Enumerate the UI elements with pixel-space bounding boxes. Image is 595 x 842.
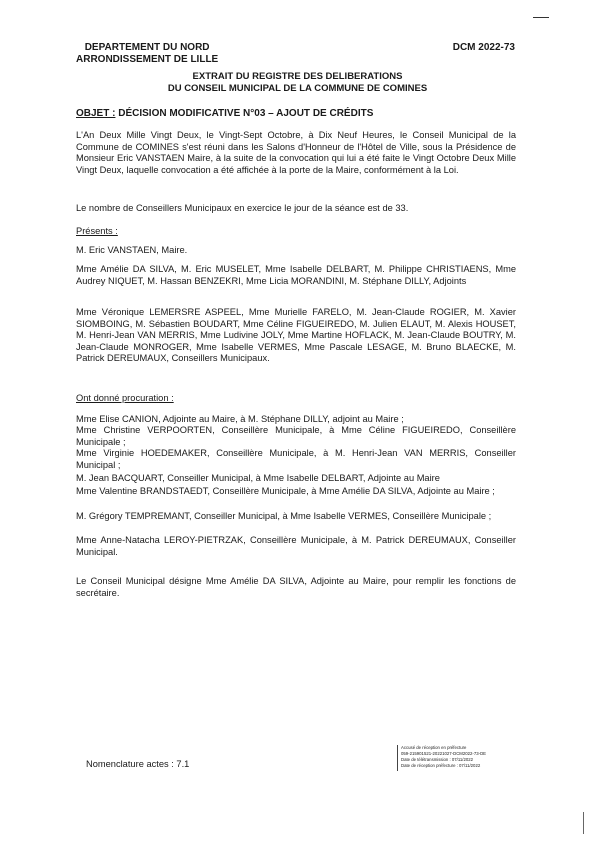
scan-edge-mark	[583, 812, 584, 834]
procuration-item: M. Grégory TEMPREMANT, Conseiller Municipal, à Mme Isabelle VERMES, Conseillère Municipale ;	[76, 511, 492, 521]
secretary-paragraph: Le Conseil Municipal désigne Mme Amélie DA SILVA, Adjointe au Maire, pour remplir les fonctions de secrétaire.	[76, 576, 516, 598]
title-line-2: DU CONSEIL MUNICIPAL DE LA COMMUNE DE COMINES	[167, 82, 428, 94]
presents-adjoints: Mme Amélie DA SILVA, M. Eric MUSELET, Mme Isabelle DELBART, M. Philippe CHRISTIAENS, Mme Audrey NIQUET, M. Hassan BENZEKRI, Mme Licia MORANDINI, M. Stéphane DILLY, Adjoints	[76, 264, 516, 286]
presents-mayor: M. Eric VANSTAEN, Maire.	[76, 245, 188, 255]
presents-conseillers: Mme Véronique LEMERSRE ASPEEL, Mme Murielle FARELO, M. Jean-Claude ROGIER, M. Xavier SIOMBOING, M. Sébastien BOUDART, Mme Céline FIGUEIREDO, M. Julien ELAUT, M. Alexis HOUSET, M. Henri-Jean VAN MERRIS, Mme Ludivine JOLY, Mme Martine HOFLACK, M. Jean-Claude BOUTRY, M. Jean-Claude MONROGER, Mme Isabelle VERMES, Mme Pascale LESAGE, M. Bruno BLAECKE, M. Patrick DEREUMAUX, Conseillers Municipaux.	[76, 307, 516, 363]
objet-label: OBJET :	[76, 108, 116, 119]
procurations-label: Ont donné procuration :	[76, 393, 174, 403]
document-title	[0, 71, 595, 94]
department-name: DEPARTEMENT DU NORD	[84, 42, 210, 53]
councillors-count: Le nombre de Conseillers Municipaux en exercice le jour de la séance est de 33.	[76, 203, 409, 213]
objet-line	[76, 108, 373, 119]
arrondissement-name: ARRONDISSEMENT DE LILLE	[76, 54, 219, 65]
corner-mark	[533, 17, 549, 18]
objet-text: DÉCISION MODIFICATIVE N°03 – AJOUT DE CRÉDITS	[118, 108, 374, 119]
intro-paragraph: L'An Deux Mille Vingt Deux, le Vingt-Sept Octobre, à Dix Neuf Heures, le Conseil Municipal de la Commune de COMINES s'est réuni dans les Salons d'Honneur de l'Hôtel de Ville, sous la Présidence de Monsieur Eric VANSTAEN Maire, à la suite de la convocation qui lui a été faite le Vingt Octobre Deux Mille Vingt Deux, laquelle convocation a été affichée à la porte de la Maire, conformément à la Loi.	[76, 130, 516, 175]
procuration-item: Mme Anne-Natacha LEROY-PIETRZAK, Conseillère Municipale, à M. Patrick DEREUMAUX, Conseiller Municipal.	[76, 535, 516, 557]
stamp-line: Accusé de réception en préfecture	[401, 745, 467, 750]
procuration-item: M. Jean BACQUART, Conseiller Municipal, à Mme Isabelle DELBART, Adjointe au Maire	[76, 473, 440, 483]
nomenclature: Nomenclature actes : 7.1	[86, 759, 190, 769]
procuration-item: Mme Virginie HOEDEMAKER, Conseillère Municipale, à M. Henri-Jean VAN MERRIS, Conseiller Municipal ;	[76, 448, 516, 470]
prefecture-receipt-stamp	[397, 745, 521, 771]
procuration-item: Mme Elise CANION, Adjointe au Maire, à M. Stéphane DILLY, adjoint au Maire ;	[76, 414, 404, 424]
presents-label: Présents :	[76, 226, 118, 236]
department-block	[76, 42, 218, 66]
title-line-1: EXTRAIT DU REGISTRE DES DELIBERATIONS	[192, 71, 403, 82]
procuration-item: Mme Christine VERPOORTEN, Conseillère Municipale, à Mme Céline FIGUEIREDO, Conseillère Municipale ;	[76, 425, 516, 447]
stamp-line: Date de réception préfecture : 07/11/2022	[401, 763, 481, 768]
stamp-line: Date de télétransmission : 07/11/2022	[401, 757, 474, 762]
stamp-line: 059-215901521-20221027-DCM2022-73-DE	[401, 751, 487, 756]
deliberation-reference: DCM 2022-73	[452, 42, 515, 53]
procuration-item: Mme Valentine BRANDSTAEDT, Conseillère Municipale, à Mme Amélie DA SILVA, Adjointe au Maire ;	[76, 486, 495, 496]
